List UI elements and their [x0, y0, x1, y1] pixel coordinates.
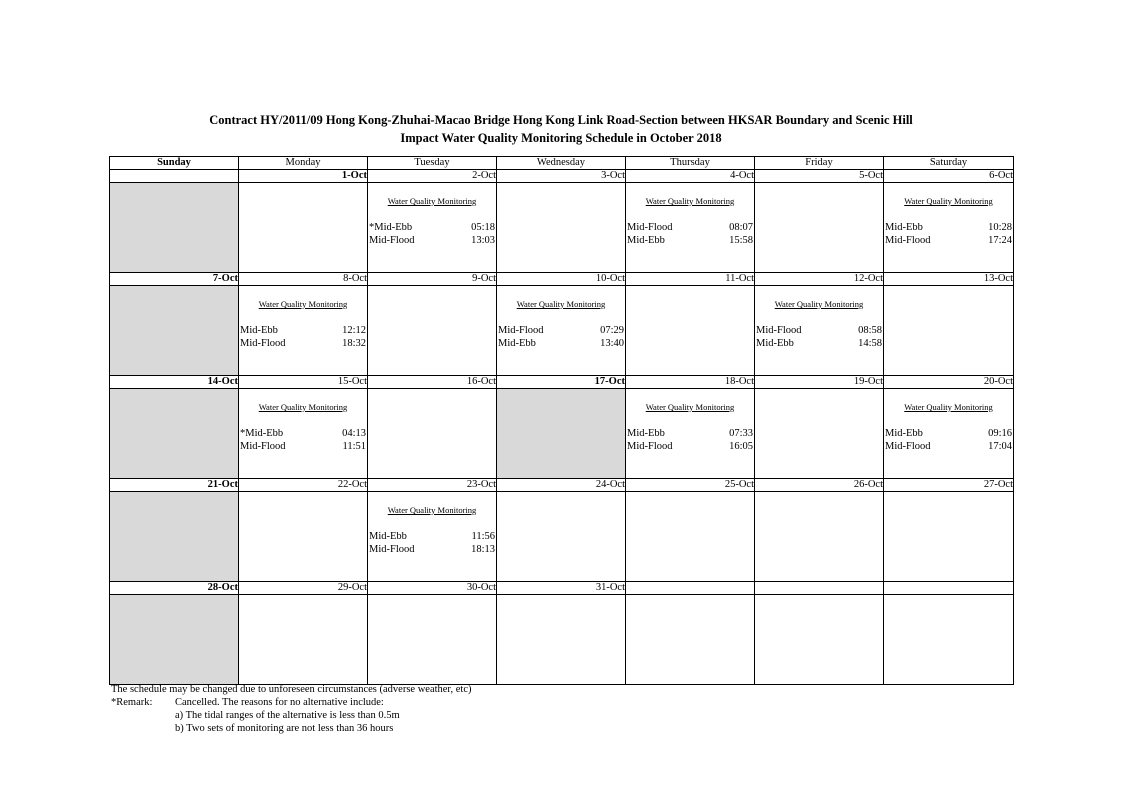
weekday-header-row	[110, 157, 1014, 170]
tide-label: Mid-Flood	[756, 325, 802, 336]
tide-list	[755, 325, 883, 350]
day-cell	[755, 492, 884, 582]
day-cell	[239, 389, 368, 479]
remark-reason-b: b) Two sets of monitoring are not less than 36 hours	[175, 723, 394, 734]
date-label: 3-Oct	[497, 170, 626, 183]
monitoring-title: Water Quality Monitoring	[904, 402, 993, 412]
date-label: 20-Oct	[884, 376, 1014, 389]
tide-label: Mid-Flood	[369, 234, 415, 246]
day-cell	[497, 595, 626, 685]
day-cell	[626, 595, 755, 685]
week-row	[110, 286, 1014, 376]
tide-list	[626, 222, 754, 247]
monitoring-title: Water Quality Monitoring	[645, 196, 735, 206]
monitoring-title: Water Quality Monitoring	[258, 402, 348, 412]
date-label: 29-Oct	[239, 582, 368, 595]
schedule-change-note: The schedule may be changed due to unforeseen circumstances (adverse weather, etc)	[111, 684, 472, 695]
remark-text: Cancelled. The reasons for no alternative include:	[175, 697, 384, 708]
weekday-header: Wednesday	[497, 157, 626, 170]
date-label: 6-Oct	[884, 170, 1014, 183]
day-cell	[884, 286, 1014, 376]
day-cell	[239, 492, 368, 582]
tide-label: Mid-Ebb	[756, 337, 794, 349]
tide-entry	[755, 338, 883, 351]
tide-time: 11:51	[342, 440, 366, 452]
tide-time: 17:04	[988, 440, 1012, 452]
day-cell	[755, 389, 884, 479]
tide-time: 11:56	[471, 531, 495, 542]
tide-entry	[497, 325, 625, 338]
remark-label: *Remark:	[111, 697, 153, 708]
day-cell	[626, 183, 755, 273]
date-row	[110, 273, 1014, 286]
tide-label: Mid-Flood	[369, 543, 415, 555]
day-cell	[368, 492, 497, 582]
tide-time: 07:33	[729, 428, 753, 439]
tide-entry	[368, 235, 496, 248]
day-cell	[239, 286, 368, 376]
weekday-header: Sunday	[110, 157, 239, 170]
weekday-header: Monday	[239, 157, 368, 170]
tide-label: *Mid-Ebb	[240, 428, 284, 439]
tide-list	[368, 531, 496, 556]
weekday-header: Thursday	[626, 157, 755, 170]
document-title: Contract HY/2011/09 Hong Kong-Zhuhai-Macao Bridge Hong Kong Link Road-Section between HKSAR Boundary and Scenic Hill	[209, 113, 913, 127]
tide-time: 13:40	[600, 337, 624, 349]
tide-entry	[368, 222, 496, 235]
monitoring-title: Water Quality Monitoring	[387, 505, 477, 515]
date-label: 10-Oct	[497, 273, 626, 286]
day-cell	[626, 286, 755, 376]
date-row	[110, 582, 1014, 595]
tide-entry	[755, 325, 883, 338]
tide-label: Mid-Flood	[498, 325, 544, 336]
monitoring-title: Water Quality Monitoring	[387, 196, 477, 206]
tide-label: Mid-Flood	[240, 337, 286, 349]
date-label: 2-Oct	[368, 170, 497, 183]
tide-label: Mid-Ebb	[885, 222, 923, 233]
weekday-header: Saturday	[884, 157, 1014, 170]
day-cell	[110, 183, 239, 273]
tide-label: Mid-Flood	[627, 222, 673, 233]
tide-list	[368, 222, 496, 247]
date-label: 22-Oct	[239, 479, 368, 492]
date-label: 17-Oct	[497, 376, 626, 389]
remark-reason-a: a) The tidal ranges of the alternative is less than 0.5m	[175, 710, 400, 721]
document-subtitle: Impact Water Quality Monitoring Schedule in October 2018	[400, 131, 722, 145]
day-cell	[884, 492, 1014, 582]
monitoring-calendar	[109, 156, 1014, 685]
tide-label: Mid-Ebb	[627, 234, 665, 246]
tide-time: 04:13	[342, 428, 366, 439]
date-label: 12-Oct	[755, 273, 884, 286]
tide-list	[884, 222, 1013, 247]
monitoring-title: Water Quality Monitoring	[516, 299, 606, 309]
day-cell	[755, 183, 884, 273]
day-cell	[239, 595, 368, 685]
week-row	[110, 595, 1014, 685]
tide-label: Mid-Ebb	[885, 428, 923, 439]
tide-entry	[239, 325, 367, 338]
tide-entry	[884, 235, 1013, 248]
tide-entry	[626, 441, 754, 454]
day-cell	[110, 595, 239, 685]
date-label: 14-Oct	[110, 376, 239, 389]
schedule-notes	[111, 683, 472, 735]
week-row	[110, 183, 1014, 273]
date-label: 18-Oct	[626, 376, 755, 389]
tide-entry	[497, 338, 625, 351]
date-label: 23-Oct	[368, 479, 497, 492]
tide-label: Mid-Ebb	[627, 428, 665, 439]
tide-entry	[626, 235, 754, 248]
tide-list	[626, 428, 754, 453]
date-label: 28-Oct	[110, 582, 239, 595]
tide-entry	[884, 222, 1013, 235]
tide-time: 05:18	[471, 222, 495, 233]
date-label: 27-Oct	[884, 479, 1014, 492]
day-cell	[368, 183, 497, 273]
date-label	[110, 170, 239, 183]
week-row	[110, 389, 1014, 479]
tide-entry	[884, 428, 1013, 441]
date-label: 26-Oct	[755, 479, 884, 492]
tide-label: Mid-Flood	[885, 440, 931, 452]
day-cell	[755, 595, 884, 685]
monitoring-title: Water Quality Monitoring	[258, 299, 348, 309]
tide-time: 13:03	[471, 234, 495, 246]
date-label	[755, 582, 884, 595]
tide-label: Mid-Ebb	[240, 325, 278, 336]
day-cell	[884, 389, 1014, 479]
day-cell	[368, 595, 497, 685]
tide-label: Mid-Ebb	[369, 531, 407, 542]
tide-list	[497, 325, 625, 350]
date-row	[110, 170, 1014, 183]
date-label: 19-Oct	[755, 376, 884, 389]
day-cell	[239, 183, 368, 273]
day-cell	[497, 286, 626, 376]
date-label: 5-Oct	[755, 170, 884, 183]
day-cell	[497, 492, 626, 582]
date-label	[626, 582, 755, 595]
monitoring-title: Water Quality Monitoring	[904, 196, 993, 206]
day-cell	[110, 286, 239, 376]
date-label	[884, 582, 1014, 595]
day-cell	[884, 183, 1014, 273]
tide-time: 12:12	[342, 325, 366, 336]
date-label: 8-Oct	[239, 273, 368, 286]
tide-time: 14:58	[858, 337, 882, 349]
tide-entry	[239, 428, 367, 441]
tide-label: Mid-Flood	[885, 234, 931, 246]
date-label: 9-Oct	[368, 273, 497, 286]
day-cell	[755, 286, 884, 376]
tide-entry	[368, 544, 496, 557]
week-row	[110, 492, 1014, 582]
date-label: 4-Oct	[626, 170, 755, 183]
tide-list	[239, 325, 367, 350]
date-label: 30-Oct	[368, 582, 497, 595]
day-cell	[110, 492, 239, 582]
tide-entry	[626, 428, 754, 441]
tide-list	[884, 428, 1013, 453]
day-cell	[368, 286, 497, 376]
day-cell	[626, 389, 755, 479]
date-label: 13-Oct	[884, 273, 1014, 286]
tide-time: 16:05	[729, 440, 753, 452]
monitoring-title: Water Quality Monitoring	[774, 299, 864, 309]
tide-entry	[239, 441, 367, 454]
tide-time: 17:24	[988, 234, 1012, 246]
tide-time: 15:58	[729, 234, 753, 246]
date-row	[110, 376, 1014, 389]
tide-time: 10:28	[988, 222, 1012, 233]
date-label: 7-Oct	[110, 273, 239, 286]
tide-label: Mid-Flood	[240, 440, 286, 452]
day-cell	[497, 183, 626, 273]
date-label: 25-Oct	[626, 479, 755, 492]
tide-label: Mid-Ebb	[498, 337, 536, 349]
weekday-header: Tuesday	[368, 157, 497, 170]
tide-label: *Mid-Ebb	[369, 222, 413, 233]
monitoring-title: Water Quality Monitoring	[645, 402, 735, 412]
day-cell	[368, 389, 497, 479]
tide-time: 09:16	[988, 428, 1012, 439]
tide-time: 18:13	[471, 543, 495, 555]
date-label: 16-Oct	[368, 376, 497, 389]
tide-entry	[884, 441, 1013, 454]
tide-time: 08:07	[729, 222, 753, 233]
date-label: 15-Oct	[239, 376, 368, 389]
date-label: 24-Oct	[497, 479, 626, 492]
day-cell	[626, 492, 755, 582]
date-label: 21-Oct	[110, 479, 239, 492]
date-label: 11-Oct	[626, 273, 755, 286]
date-label: 31-Oct	[497, 582, 626, 595]
tide-label: Mid-Flood	[627, 440, 673, 452]
date-label: 1-Oct	[239, 170, 368, 183]
weekday-header: Friday	[755, 157, 884, 170]
day-cell	[497, 389, 626, 479]
tide-list	[239, 428, 367, 453]
tide-entry	[239, 338, 367, 351]
tide-entry	[368, 531, 496, 544]
day-cell	[884, 595, 1014, 685]
day-cell	[110, 389, 239, 479]
tide-time: 07:29	[600, 325, 624, 336]
date-row	[110, 479, 1014, 492]
tide-entry	[626, 222, 754, 235]
tide-time: 08:58	[858, 325, 882, 336]
tide-time: 18:32	[342, 337, 366, 349]
